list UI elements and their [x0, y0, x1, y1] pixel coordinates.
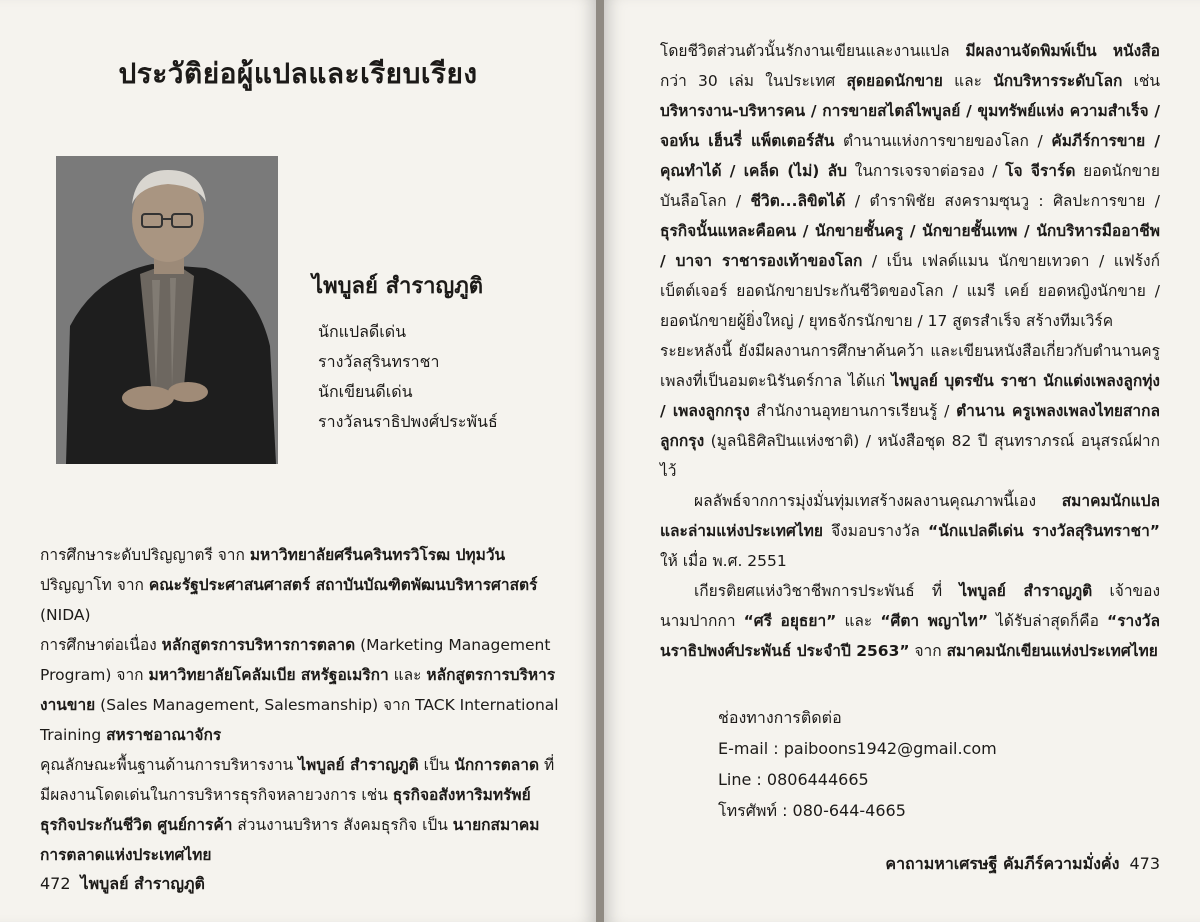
text-run: นักบริหารระดับโลก [993, 72, 1123, 90]
contact-line: Line : 0806444665 [718, 770, 869, 789]
text-run: และ [836, 612, 881, 630]
text-run: ได้รับล่าสุดก็คือ [988, 612, 1108, 630]
text-run: ให้ เมื่อ พ.ศ. 2551 [660, 552, 787, 570]
works-section [660, 36, 1160, 666]
text-run: สมาคมนักเขียนแห่งประเทศไทย [946, 642, 1158, 660]
education-continuing [40, 630, 560, 750]
credential-line: นักแปลดีเด่น [318, 322, 407, 341]
credential-line: รางวัลสุรินทราชา [318, 352, 440, 371]
text-run: สมาคมนักแปลและล่ามแห่งประเทศไทย [660, 492, 1160, 540]
text-run: มหาวิทยาลัยโคลัมเบีย สหรัฐอเมริกา [148, 666, 389, 684]
running-title: ไพบูลย์ สำราญภูติ [80, 874, 205, 893]
text-run: โดยชีวิตส่วนตัวนั้นรักงานเขียนและงานแปล [660, 42, 966, 60]
text-run: คณะรัฐประศาสนศาสตร์ สถาบันบัณฑิตพัฒนบริหารศาสตร์ [148, 576, 538, 594]
text-run: นายกสมาคมการตลาดแห่งประเทศไทย [40, 816, 540, 864]
text-run: กว่า 30 เล่ม ในประเทศ [660, 72, 847, 90]
text-run: จึงมอบรางวัล [822, 522, 929, 540]
text-run: ไพบูลย์ สำราญภูติ [959, 582, 1093, 600]
text-run: “ศีตา พญาไท” [880, 612, 989, 630]
text-run: (NIDA) [40, 606, 91, 624]
career-summary [40, 750, 560, 870]
text-run: มหาวิทยาลัยศรีนครินทรวิโรฒ ปทุมวัน [249, 546, 506, 564]
text-run: ยอดนักขายบันลือโลก / [660, 162, 1160, 210]
text-run: ระยะหลังนี้ ยังมีผลงานการศึกษาค้นคว้า และเขียนหนังสือเกี่ยวกับตำนานครูเพลงที่เป็นอมตะนิรันดร์กาล ได้แก่ [660, 342, 1160, 390]
text-run: โจ จีราร์ด [1005, 162, 1076, 180]
education-section [40, 540, 560, 870]
page-number: 472 [40, 874, 71, 893]
page-title: ประวัติย่อผู้แปลและเรียบเรียง [118, 57, 478, 90]
left-page [0, 0, 596, 922]
text-run: (Sales Management, Salesmanship) จาก TACK International Training [40, 696, 559, 744]
text-run: ธุรกิจอสังหาริมทรัพย์ ธุรกิจประกันชีวิต ศูนย์การค้า [40, 786, 531, 834]
author-bio [312, 268, 582, 437]
page-footer [40, 872, 205, 897]
text-run: ตำนานแห่งการขายของโลก / [834, 132, 1052, 150]
text-run: ที่มีผลงานโดดเด่นในการบริหารธุรกิจหลายวงการ เช่น [40, 756, 555, 804]
education-degrees [40, 540, 560, 630]
text-run: / ตำราพิชัย สงครามซุนวู : ศิลปะการขาย / [845, 192, 1160, 210]
text-run: และ [388, 666, 427, 684]
text-run: ตำนาน ครูเพลงเพลงไทยสากล ลูกกรุง [660, 402, 1161, 450]
contact-phone: โทรศัพท์ : 080-644-4665 [718, 801, 906, 820]
text-run: เช่น [1122, 72, 1161, 90]
credential-line: รางวัลนราธิปพงศ์ประพันธ์ [318, 412, 498, 431]
text-run: (มูลนิธิศิลปินแห่งชาติ) / หนังสือชุด 82 ปี สุนทราภรณ์ อนุสรณ์ฝากไว้ [660, 432, 1160, 480]
text-run: ปริญญาโท จาก [40, 576, 149, 594]
text-run: (Marketing Management Program) จาก [40, 636, 551, 684]
award-writer-paragraph [660, 576, 1160, 666]
text-run: หลักสูตรการบริหารงานขาย [40, 666, 556, 714]
text-run: การศึกษาระดับปริญญาตรี จาก [40, 546, 250, 564]
works-paragraph [660, 36, 1160, 336]
portrait-image [56, 156, 278, 464]
text-run: บริหารงาน-บริหารคน / การขายสไตล์ไพบูลย์ / ขุมทรัพย์แห่ง ความสำเร็จ / จอห์น เฮ็นรี่ แพ็ตเตอร์สัน [660, 102, 1160, 150]
contact-section [718, 702, 1138, 826]
text-run: ชีวิต...ลิขิตได้ [750, 192, 846, 210]
text-run: หลักสูตรการบริหารการตลาด [161, 636, 356, 654]
right-page [604, 0, 1200, 922]
author-name: ไพบูลย์ สำราญภูติ [312, 274, 484, 299]
author-portrait [56, 156, 278, 464]
credential-line: นักเขียนดีเด่น [318, 382, 413, 401]
text-run: ธุรกิจนั้นแหละคือคน / นักขายชั้นครู / นักขายชั้นเทพ / นักบริหารมืออาชีพ / บาจา ราชารองเท้าของโลก [660, 222, 1160, 270]
page-footer [885, 852, 1160, 877]
text-run: / เบ็น เฟลด์แมน นักขายเทวดา / แฟร้งก์ เบ็ตต์เจอร์ ยอดนักขายประกันชีวิตของโลก / แมรี เคย์ ยอดหญิงนักขาย / ยอดนักขายผู้ยิ่งใหญ่ / ยุทธจักรนักขาย / 17 สูตรสำเร็จ สร้างทีมเวิร์ค [660, 252, 1160, 330]
text-run: คุณลักษณะพื้นฐานด้านการบริหารงาน [40, 756, 299, 774]
text-run: คัมภีร์การขาย / คุณทำได้ / เคล็ด (ไม่) ลับ [660, 132, 1161, 180]
page-number: 473 [1129, 854, 1160, 873]
text-run: เจ้าของนามปากกา [660, 582, 1161, 630]
text-run: และ [942, 72, 994, 90]
text-run: “ศรี อยุธยา” [743, 612, 837, 630]
author-credentials [312, 317, 582, 437]
book-gutter [596, 0, 604, 922]
text-run: ไพบูลย์ บุตรขัน ราชา นักแต่งเพลงลูกทุ่ง / เพลงลูกกรุง [660, 372, 1160, 420]
award-translator-paragraph [660, 486, 1160, 576]
text-run: สหราชอาณาจักร [106, 726, 222, 744]
contact-email: E-mail : paiboons1942@gmail.com [718, 739, 997, 758]
text-run: จาก [909, 642, 947, 660]
text-run: ในการเจรจาต่อรอง / [846, 162, 1006, 180]
text-run: ไพบูลย์ สำราญภูติ [298, 756, 419, 774]
text-run: การศึกษาต่อเนื่อง [40, 636, 162, 654]
research-paragraph [660, 336, 1160, 486]
text-run: ผลลัพธ์จากการมุ่งมั่นทุ่มเทสร้างผลงานคุณภาพนี้เอง [694, 492, 1062, 510]
text-run: ส่วนงานบริหาร สังคมธุรกิจ เป็น [232, 816, 453, 834]
contact-heading: ช่องทางการติดต่อ [718, 708, 842, 727]
text-run: “รางวัลนราธิปพงศ์ประพันธ์ ประจำปี 2563” [660, 612, 1161, 660]
text-run: มีผลงานจัดพิมพ์เป็น หนังสือ [965, 42, 1160, 60]
text-run: “นักแปลดีเด่น รางวัลสุรินทราชา” [928, 522, 1160, 540]
text-run: สุดยอดนักขาย [846, 72, 943, 90]
text-run: เป็น [418, 756, 455, 774]
text-run: นักการตลาด [454, 756, 540, 774]
text-run: สำนักงานอุทยานการเรียนรู้ / [749, 402, 957, 420]
running-title: คาถามหาเศรษฐี คัมภีร์ความมั่งคั่ง [885, 854, 1120, 873]
text-run: เกียรติยศแห่งวิชาชีพการประพันธ์ ที่ [694, 582, 960, 600]
